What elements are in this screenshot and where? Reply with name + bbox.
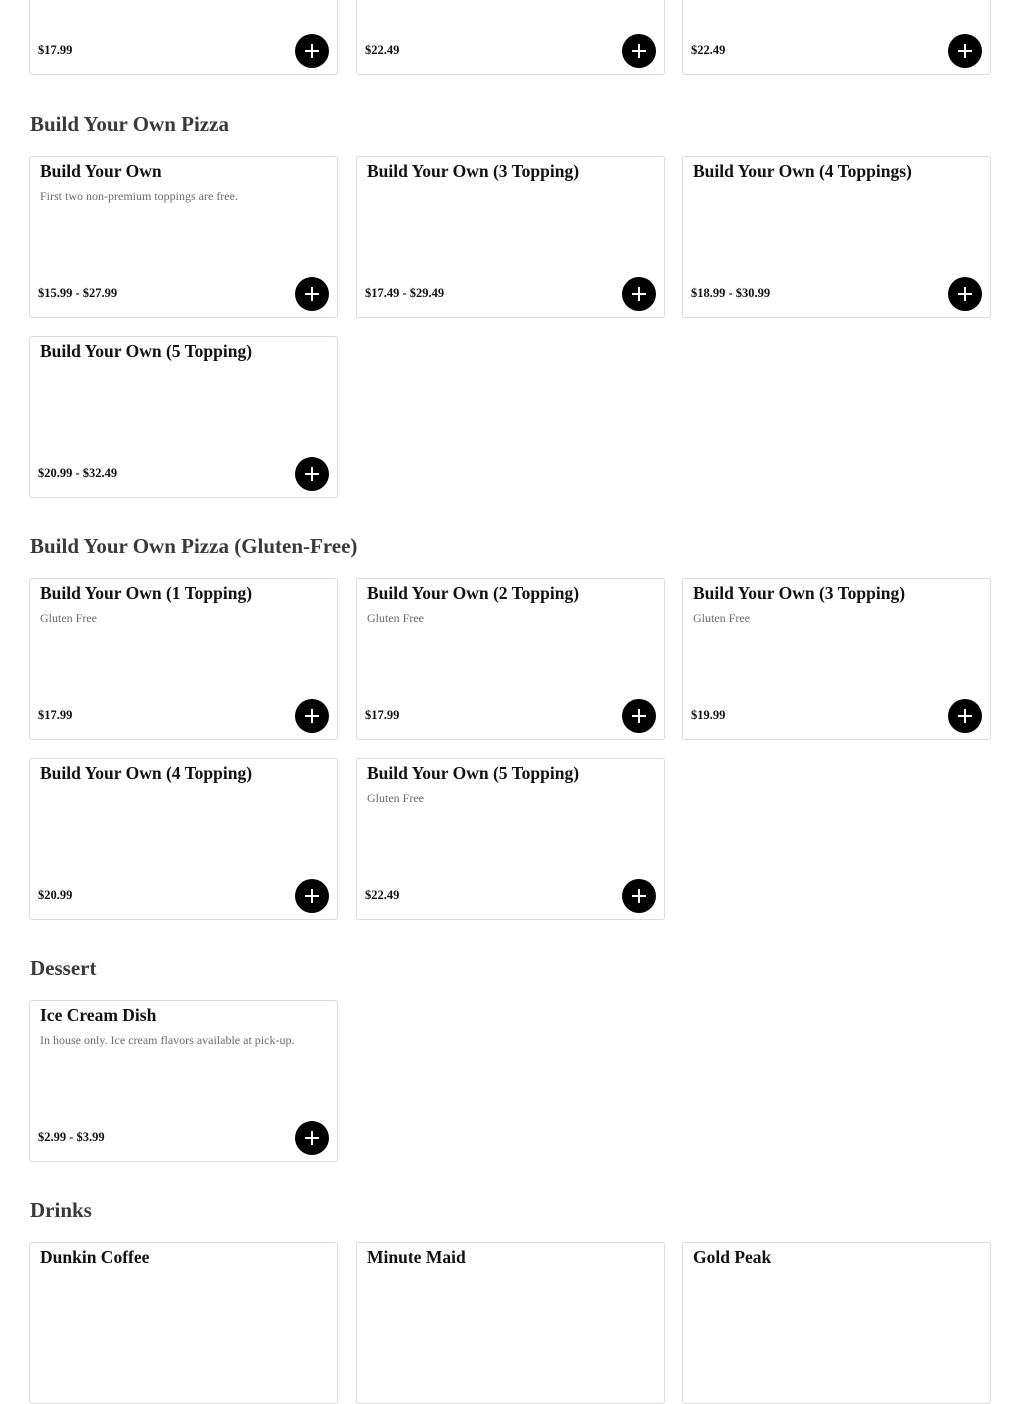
item-price: $15.99 - $27.99 <box>38 286 118 300</box>
item-description: First two non-premium toppings are free. <box>40 189 238 203</box>
item-description: In house only. Ice cream flavors available at pick-up. <box>40 1033 295 1047</box>
add-to-cart-button[interactable] <box>948 277 982 311</box>
item-name: Build Your Own (1 Topping) <box>40 583 253 603</box>
item-name: Build Your Own (3 Topping) <box>367 161 580 181</box>
menu-item-card[interactable] <box>29 0 338 75</box>
add-to-cart-button[interactable] <box>295 277 329 311</box>
plus-icon <box>304 708 320 724</box>
add-to-cart-button[interactable] <box>295 34 329 68</box>
plus-icon <box>957 286 973 302</box>
item-name: Build Your Own (3 Topping) <box>693 583 906 603</box>
item-price: $22.49 <box>365 888 400 902</box>
menu-item-card[interactable] <box>29 156 338 318</box>
item-description: Gluten Free <box>693 611 750 625</box>
item-name: Ice Cream Dish <box>40 1005 157 1025</box>
item-description: Gluten Free <box>40 611 97 625</box>
item-price: $20.99 <box>38 888 73 902</box>
add-to-cart-button[interactable] <box>622 34 656 68</box>
menu-item-card[interactable] <box>29 336 338 498</box>
item-price: $18.99 - $30.99 <box>691 286 771 300</box>
section-title-drinks: Drinks <box>30 1198 92 1222</box>
menu-item-card[interactable] <box>356 156 665 318</box>
plus-icon <box>631 888 647 904</box>
section-title-byo: Build Your Own Pizza <box>30 112 229 136</box>
item-name: Build Your Own (4 Toppings) <box>693 161 912 181</box>
plus-icon <box>304 466 320 482</box>
item-name: Build Your Own <box>40 161 162 181</box>
item-name: Build Your Own (4 Topping) <box>40 763 253 783</box>
add-to-cart-button[interactable] <box>295 1121 329 1155</box>
plus-icon <box>304 888 320 904</box>
menu-item-card[interactable] <box>356 758 665 920</box>
add-to-cart-button[interactable] <box>295 457 329 491</box>
plus-icon <box>304 286 320 302</box>
plus-icon <box>957 708 973 724</box>
menu-item-card[interactable] <box>356 0 665 75</box>
add-to-cart-button[interactable] <box>948 34 982 68</box>
item-description: Gluten Free <box>367 791 424 805</box>
section-title-gluten-free: Build Your Own Pizza (Gluten-Free) <box>30 534 358 558</box>
add-to-cart-button[interactable] <box>622 879 656 913</box>
item-price: $17.49 - $29.49 <box>365 286 445 300</box>
item-name: Build Your Own (2 Topping) <box>367 583 580 603</box>
item-price: $2.99 - $3.99 <box>38 1130 105 1144</box>
item-name: Build Your Own (5 Topping) <box>367 763 580 783</box>
item-price: $19.99 <box>691 708 726 722</box>
add-to-cart-button[interactable] <box>295 699 329 733</box>
item-name: Gold Peak <box>693 1247 772 1267</box>
menu-item-card[interactable] <box>682 578 991 740</box>
plus-icon <box>304 1130 320 1146</box>
item-name: Build Your Own (5 Topping) <box>40 341 253 361</box>
plus-icon <box>631 43 647 59</box>
plus-icon <box>957 43 973 59</box>
item-price: $17.99 <box>365 708 400 722</box>
add-to-cart-button[interactable] <box>622 277 656 311</box>
plus-icon <box>304 43 320 59</box>
menu-item-card[interactable] <box>29 1242 338 1404</box>
item-description: Gluten Free <box>367 611 424 625</box>
menu-item-card[interactable] <box>682 1242 991 1404</box>
item-name: Dunkin Coffee <box>40 1247 150 1267</box>
item-price: $17.99 <box>38 43 73 57</box>
add-to-cart-button[interactable] <box>948 699 982 733</box>
section-title-dessert: Dessert <box>30 956 97 980</box>
menu-item-card[interactable] <box>682 156 991 318</box>
plus-icon <box>631 708 647 724</box>
item-price: $17.99 <box>38 708 73 722</box>
menu-item-card[interactable] <box>356 578 665 740</box>
menu-item-card[interactable] <box>682 0 991 75</box>
item-price: $20.99 - $32.49 <box>38 466 118 480</box>
item-price: $22.49 <box>691 43 726 57</box>
add-to-cart-button[interactable] <box>622 699 656 733</box>
item-name: Minute Maid <box>367 1247 466 1267</box>
item-price: $22.49 <box>365 43 400 57</box>
menu-item-card[interactable] <box>356 1242 665 1404</box>
menu-item-card[interactable] <box>29 758 338 920</box>
menu-item-card[interactable] <box>29 578 338 740</box>
menu-item-card[interactable] <box>29 1000 338 1162</box>
add-to-cart-button[interactable] <box>295 879 329 913</box>
plus-icon <box>631 286 647 302</box>
